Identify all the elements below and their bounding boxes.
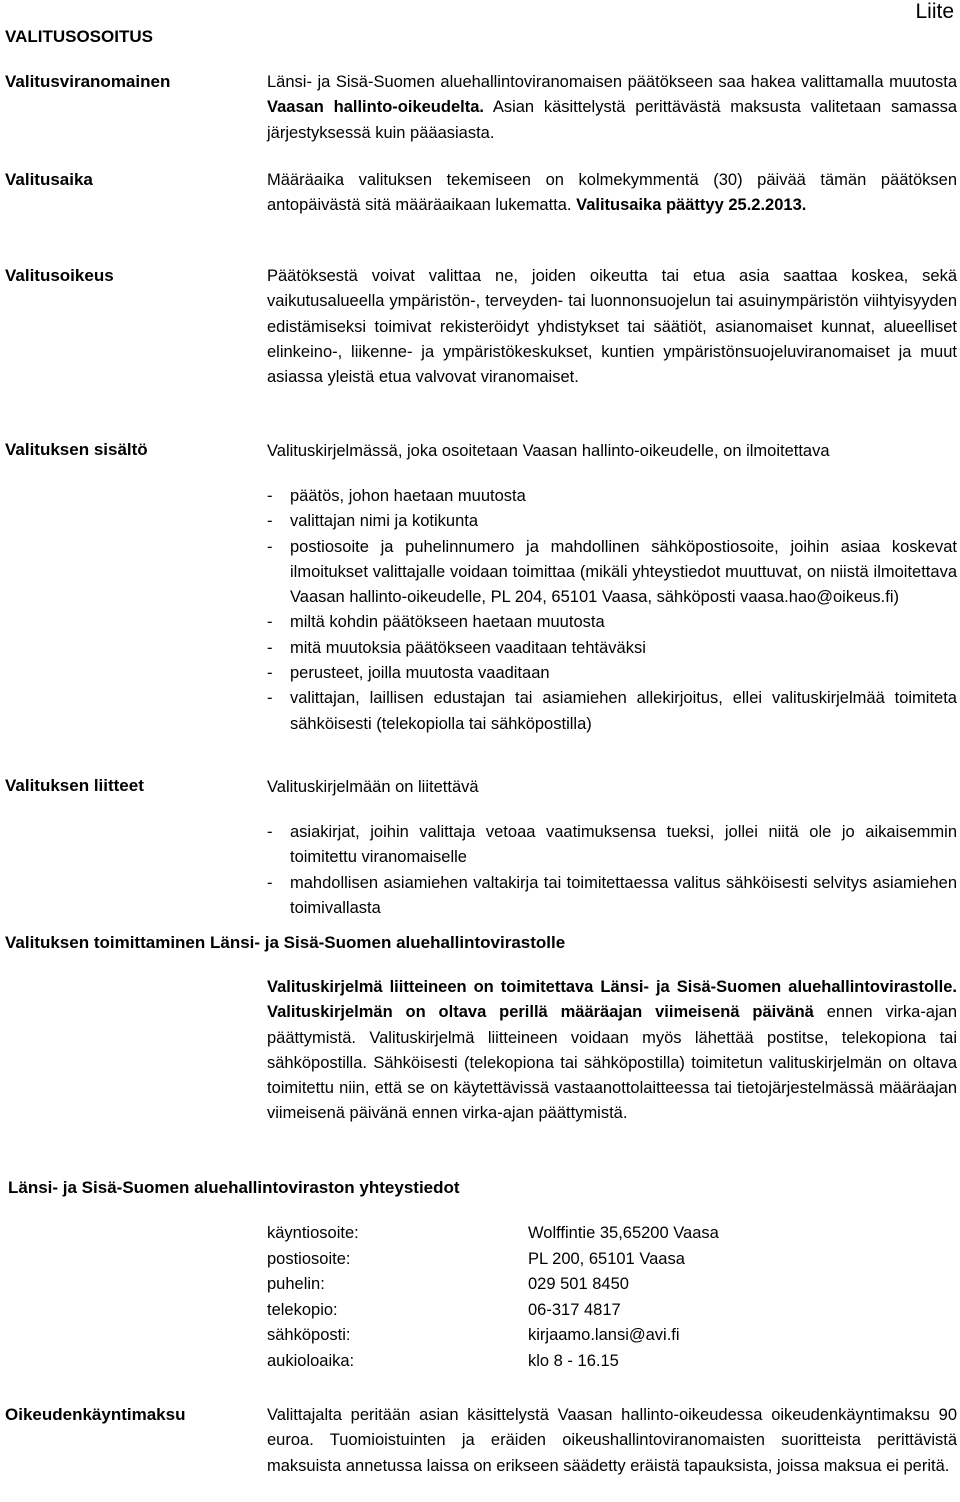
list-item: - valittajan nimi ja kotikunta [267,512,479,531]
section-label-aika: Valitusaika [5,170,93,189]
contact-row: käyntiosoite: Wolffintie 35,65200 Vaasa [267,1224,719,1242]
section-intro-sisalto: Valituskirjelmässä, joka osoitetaan Vaasan hallinto-oikeudelle, on ilmoitettava [267,442,830,460]
list-item: - valittajan, laillisen edustajan tai asiamiehen allekirjoitus, ellei valituskirjelmää toimiteta sähköisesti (telekopiolla tai sähköpostilla) [267,689,957,733]
section-text-oikeus: Päätöksestä voivat valittaa ne, joiden oikeutta tai etua asia saattaa koskea, sekä vaikutusalueella ympäristön-, terveyden- tai luonnonsuojelun tai asuinympäristön viihtyisyyden edistämiseksi toimivat rekisteröidyt yhdistykset tai säätiöt, asianomaiset kunnat, alueelliset elinkeino-, liikenne- ja ympäristökeskukset, kuntien ympäristönsuojeluviranomaiset ja muut asiassa yleistä etua valvovat viranomaiset. [267,267,957,387]
list-item: - miltä kohdin päätökseen haetaan muutosta [267,613,605,632]
list-item: - mahdollisen asiamiehen valtakirja tai toimitettaessa valitus sähköisesti selvitys asiamiehen toimivallasta [267,873,957,917]
section-label-oikeus: Valitusoikeus [5,266,114,285]
list-item: - postiosoite ja puhelinnumero ja mahdollinen sähköpostiosoite, joihin asiaa koskevat ilmoitukset valittajalle voidaan toimittaa (mikäli yhteystiedot muuttuvat, on niistä ilmoitettava Vaasan hallinto-oikeudelle, PL 204, 65101 Vaasa, sähköposti vaasa.hao@oikeus.fi) [267,537,957,607]
contact-row: telekopio: 06-317 4817 [267,1300,621,1319]
section-text-viranomainen: Länsi- ja Sisä-Suomen aluehallintoviranomaisen päätökseen saa hakea valittamalla muutosta Vaasan hallinto-oikeudelta. Asian käsittelystä perittävästä maksusta valitetaan samassa järjestyksessä kuin pääasiasta. [267,73,958,142]
section-label-maksu: Oikeudenkäyntimaksu [5,1405,186,1424]
list-item: - asiakirjat, joihin valittaja vetoaa vaatimuksensa tueksi, jollei niitä ole jo aikaisemmin toimitettu viranomaiselle [267,823,957,867]
section-label-viranomainen: Valitusviranomainen [5,72,171,91]
section-text-toimittaminen: Valituskirjelmä liitteineen on toimitettava Länsi- ja Sisä-Suomen aluehallintovirastolle. Valituskirjelmän on oltava perillä määräajan viimeisenä päivänä ennen virka-ajan päättymistä. Valituskirjelmä liitteineen voidaan myös lähettää postitse, telekopiona tai sähköpostilla. Sähköisesti (telekopiona tai sähköpostilla) toimitetun valituskirjelmän on oltava toimitettu niin, että se on käytettävissä vastaanottolaitteessa tai tietojärjestelmässä määräajan viimeisenä päivänä ennen virka-ajan päättymistä. [267,978,958,1123]
section-intro-liitteet: Valituskirjelmään on liitettävä [267,778,479,796]
section-text-maksu: Valittajalta peritään asian käsittelystä Vaasan hallinto-oikeudessa oikeudenkäyntimaksu 90 euroa. Tuomioistuinten ja eräiden oikeushallintoviranomaisten suoritteista perittävistä maksuista annetussa laissa on erikseen säädetty eräistä tapauksista, joissa maksua ei peritä. [267,1406,957,1475]
section-label-sisalto: Valituksen sisältö [5,440,148,459]
list-item: - perusteet, joilla muutosta vaaditaan [267,664,550,683]
section-label-yhteystiedot: Länsi- ja Sisä-Suomen aluehallintoviraston yhteystiedot [8,1178,460,1197]
contact-row: postiosoite: PL 200, 65101 Vaasa [267,1249,685,1268]
list-liitteet [267,820,957,921]
section-label-liitteet: Valituksen liitteet [5,776,144,795]
contact-table [267,1221,719,1375]
attachment-tag: Liite [915,0,954,23]
document-title: VALITUSOSOITUS [5,27,153,46]
contact-row: puhelin: 029 501 8450 [267,1275,629,1294]
list-item: - päätös, johon haetaan muutosta [267,487,526,505]
section-text-aika: Määräaika valituksen tekemiseen on kolmekymmentä (30) päivää tämän päätöksen antopäivästä sitä määräaikaan lukematta. Valitusaika päättyy 25.2.2013. [267,171,957,215]
contact-row: aukioloaika: klo 8 - 16.15 [267,1351,619,1370]
list-sisalto [267,484,957,737]
section-label-toimittaminen: Valituksen toimittaminen Länsi- ja Sisä-Suomen aluehallintovirastolle [5,933,566,952]
contact-row: sähköposti: kirjaamo.lansi@avi.fi [267,1326,680,1345]
list-item: - mitä muutoksia päätökseen vaaditaan tehtäväksi [267,638,646,657]
